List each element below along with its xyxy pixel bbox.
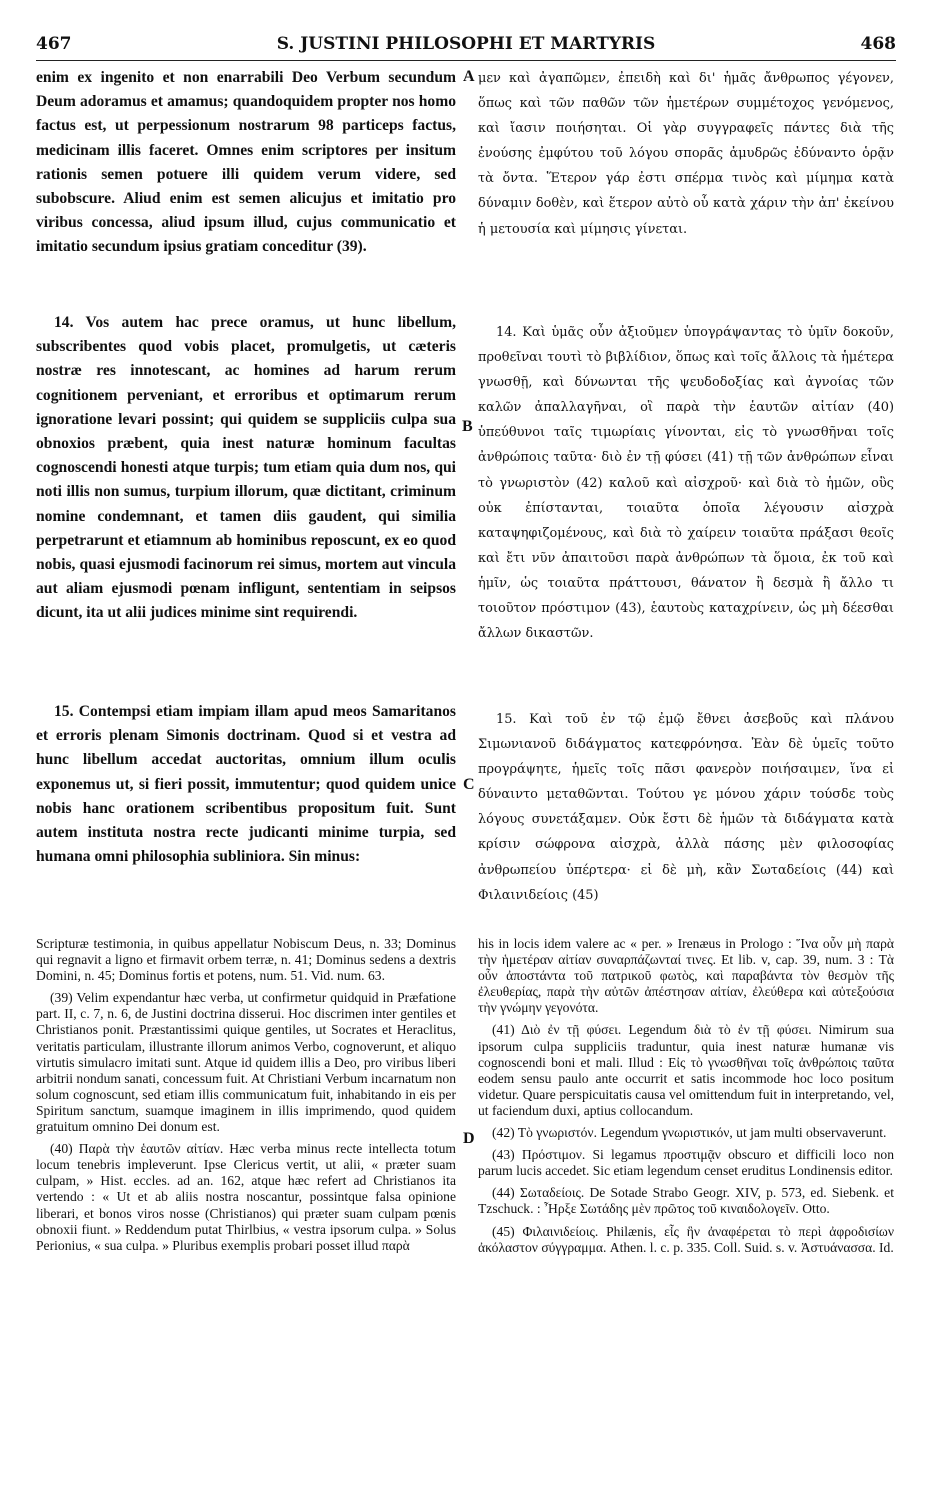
running-title: S. JUSTINI PHILOSOPHI ET MARTYRIS xyxy=(276,34,656,54)
footnotes-left xyxy=(36,936,456,1260)
footnote-42: (42) Τὸ γνωριστόν. Legendum γνωριστικόν, ut jam multi observaverunt. xyxy=(492,1125,887,1141)
margin-letter-c: C xyxy=(463,776,475,793)
latin-column xyxy=(36,66,456,260)
footnote-continuation-right: his in locis idem valere ac « per. » Irenæus in Prologo : Ἵνα οὖν μὴ παρὰ τὴν ἡμετέραν αἰτίαν συναρπάζωνταί τινες. Et lib. v, cap. 39, num. 3 : Τὰ οὖν ἀποστάντα τοῦ πατρικοῦ φωτὸς, καὶ παραβάντα τὸν θεσμὸν τῆς ἐλευθερίας, παρὰ τὴν αὐτῶν ἀπέστησαν αἰτίαν, ἐλεύθερα καὶ αὐτεξούσια τὴν γνώμην γεγονότα. xyxy=(478,936,894,1016)
greek-section-15 xyxy=(478,707,894,908)
right-page-number: 468 xyxy=(860,34,896,54)
greek-paragraph-1: μεν καὶ ἀγαπῶμεν, ἐπειδὴ καὶ δι' ἡμᾶς ἄνθρωπος γέγονεν, ὅπως καὶ τῶν παθῶν τῶν ἡμετέρων συμμέτοχος γενόμενος, καὶ ἴασιν ποιήσηται. Οἱ γὰρ συγγραφεῖς πάντες διὰ τῆς ἐνούσης ἐμφύτου τοῦ λόγου σπορᾶς ἀμυδρῶς ἐδύναντο ὁρᾷν τὰ ὄντα. Ἕτερον γάρ ἐστι σπέρμα τινὸς καὶ μίμημα κατὰ δύναμιν δοθὲν, καὶ ἕτερον αὐτὸ οὗ κατὰ χάριν τὴν ἀπ' ἐκείνου ἡ μετουσία καὶ μίμησις γίνεται. xyxy=(478,71,894,237)
footnote-continuation-left: Scripturæ testimonia, in quibus appellatur Nobiscum Deus, n. 33; Dominus qui regnavit a ligno et firmavit orbem terræ, n. 41; Dominus sedens a dextris Domini, n. 45; Dominus fortis et potens, num. 51. Vid. num. 63. xyxy=(36,936,456,984)
footnote-44: (44) Σωταδείοις. De Sotade Strabo Geogr. XIV, p. 573, ed. Siebenk. et Tzschuck. : Ἦρξε Σωτάδης μὲν πρῶτος τοῦ κιναιδολογεῖν. Otto. xyxy=(478,1185,894,1217)
footnote-45: (45) Φιλαινιδείοις. Philænis, εἷς ἣν ἀναφέρεται τὸ περὶ ἀφροδισίων ἀκόλαστον σύγγραμμα. Athen. l. c. p. 335. Coll. Suid. s. v. Ἀστυάνασσα. Id. xyxy=(478,1223,894,1255)
latin-section-15 xyxy=(36,700,456,869)
left-page-number: 467 xyxy=(36,34,72,54)
latin-paragraph-2: 14. Vos autem hac prece oramus, ut hunc libellum, subscribentes quod vobis placet, promulgetis, ut cæteris nostræ res innotescant, ac homines ad harum rerum cognitionem perveniant, et erroribus et optimarum rerum ignoratione levari possint; qui quidem se suppliciis culpa sua obnoxios præbent, quia inest naturæ hominum facultas cognoscendi honesti atque turpis; tum etiam quia dum nos, qui noti illis non sumus, turpium illorum, quæ dictitant, criminum nomine condemnant, et tamen diis gaudent, qui similia perpetrarunt et etiamnum ab hominibus reposcunt, ex eo quod nobis, quasi ejusmodi facinorum rei simus, mortem aut vincula aut aliam ejusmodi pœnam infligunt, sententiam in seipsos dicunt, ita ut alii judices minime sint requirendi. xyxy=(36,314,456,622)
greek-paragraph-2: 14. Καὶ ὑμᾶς οὖν ἀξιοῦμεν ὑπογράψαντας τὸ ὑμῖν δοκοῦν, προθεῖναι τουτὶ τὸ βιβλίδιον, ὅπως καὶ τοῖς ἄλλοις τὰ ἡμέτερα γνωσθῇ, καὶ δύνωνται τῆς ψευδοδοξίας καὶ ἀγνοίας τῶν καλῶν ἀπαλλαγῆναι, οἳ παρὰ τὴν ἑαυτῶν αἰτίαν (40) ὑπεύθυνοι ταῖς τιμωρίαις γίνονται, εἰς τὸ γνωσθῆναι τοῖς ἀνθρώποις ταῦτα· διὸ ἐν τῇ φύσει (41) τῇ τῶν ἀνθρώπων εἶναι τὸ γνωριστὸν (42) καλοῦ καὶ αἰσχροῦ· καὶ διὰ τὸ ἡμῶν, οὓς οὐκ ἐπίστανται, τοιαῦτα ὁποῖα λέγουσιν αἰσχρὰ καταψηφιζομένους, καὶ διὰ τὸ χαίρειν τοιαῦτα πράξασι θεοῖς καὶ ἔτι νῦν ἀπαιτοῦσι παρὰ ἀνθρώπων τὰ ὅμοια, ἐκ τοῦ καὶ ἡμῖν, ὡς τοιαῦτα πράττουσι, θάνατον ἢ δεσμὰ ἢ ἄλλο τι τοιοῦτον πρόστιμον (43), ἑαυτοὺς καταχρίνειν, ὡς μὴ δέεσθαι ἄλλων δικαστῶν. xyxy=(478,325,894,642)
latin-paragraph-3: 15. Contempsi etiam impiam illam apud meos Samaritanos et erroris plenam Simonis doctrinam. Quod si et vestra ad hunc libellum accedat auctoritas, omnium illum oculis exponemus ut, si fieri possit, immutentur; quod quidem unice nobis hanc orationem scribentibus propositum fuit. Sunt autem instituta nostra recte judicanti minime turpia, sed humana omni philosophia subliniora. Sin minus: xyxy=(36,703,456,866)
greek-column xyxy=(478,66,894,242)
margin-letter-b: B xyxy=(462,418,473,435)
footnote-39: (39) Velim expendantur hæc verba, ut confirmetur quidquid in Præfatione part. II, c. 7, n. 6, de Justini doctrina disserui. Hoc discrimen inter gentiles et Christianos ponit. Præstantissimi quique gentiles, ut Socrates et Heraclitus, veritatis particulam, illustrante illorum animos Verbo, cognoverunt, et aliquo virtutis simulacro imitati sunt. Atque id quidem illis a Deo, pro viribus liberi arbitrii nondum sanati, concessum fuit. At Christiani Verbum incarnatum non solum cognoscunt, sed etiam illis communicatum fuit, inhabitando in eis per Spiritum sanctum, suamque imaginem in illis imprimendo, quod quidem gratuitum omnino Dei donum est. xyxy=(36,990,456,1135)
footnote-40: (40) Παρὰ τὴν ἑαυτῶν αἰτίαν. Hæc verba minus recte intellecta totum locum tenebris impleverunt. Ipse Clericus vertit, ut alii, « præter suam culpam, » Hist. eccles. ad an. 162, atque hæc refert ad Christianos ita vertendo : « Ut et ab aliis nostra noscantur, possintque falsa opinione liberari, et bonos viros nosse (Christianos) qui præter suam culpam pœnis obnoxii fiunt. » Reddendum putat Thirlbius, « vestra ipsorum culpa. » Solus Perionius, « sua culpa. » Pluribus exemplis probari posset illud παρὰ xyxy=(36,1141,456,1253)
header-rule xyxy=(36,60,896,61)
greek-section-14 xyxy=(478,320,894,646)
latin-section-14 xyxy=(36,311,456,626)
margin-letter-a: A xyxy=(463,68,475,85)
greek-paragraph-3: 15. Καὶ τοῦ ἐν τῷ ἐμῷ ἔθνει ἀσεβοῦς καὶ πλάνου Σιμωνιανοῦ διδάγματος κατεφρόνησα. Ἐὰν δὲ ὑμεῖς τοῦτο προγράψητε, ἡμεῖς τοῖς πᾶσι φανερὸν ποιήσαιμεν, ἵνα εἰ δύναιντο μεταθῶνται. Τούτου γε μόνου χάριν τούσδε τοὺς λόγους συνετάξαμεν. Οὐκ ἔστι δὲ ἡμῶν τὰ διδάγματα κατὰ κρίσιν σώφρονα αἰσχρὰ, ἀλλὰ πάσης μὲν φιλοσοφίας ἀνθρωπείου ὑπέρτερα· εἰ δὲ μὴ, κἂν Σωταδείοις (44) καὶ Φιλαινιδείοις (45) xyxy=(478,712,894,903)
footnote-43: (43) Πρόστιμον. Si legamus προστιμᾷν obscuro et difficili loco non parum lucis accedet. Sic etiam legendum censet eruditus Londinensis editor. xyxy=(478,1147,894,1179)
margin-letter-d: D xyxy=(463,1130,475,1147)
latin-paragraph-1: enim ex ingenito et non enarrabili Deo Verbum secundum Deum adoramus et amamus; quandoquidem propter nos homo factus est, ut perpessionum nostrarum 98 particeps factus, medicinam illis faceret. Omnes enim scriptores per insitum rationis semen potuere illi quidem verum videre, sed subobscure. Aliud enim est semen alicujus et imitatio pro viribus concessa, aliud ipsum illud, cujus communicatio et imitatio secundum ipsius gratiam conceditur (39). xyxy=(36,69,456,256)
footnote-41: (41) Διὸ ἐν τῇ φύσει. Legendum διὰ τὸ ἐν τῇ φύσει. Nimirum sua ipsorum culpa suppliciis traduntur, quia inest naturæ humanæ vis cognoscendi boni et mali. Illud : Εἰς τὸ γνωσθῆναι τοῖς ἀνθρώποις ταῦτα eodem sensu paulo ante occurrit et satis incommode hoc loco positum videtur. Quare perspicuitatis causa vel omittendum fuit in interpretando, vel, ut faciendum duxi, aptius collocandum. xyxy=(478,1022,894,1118)
footnotes-right xyxy=(478,936,894,1262)
